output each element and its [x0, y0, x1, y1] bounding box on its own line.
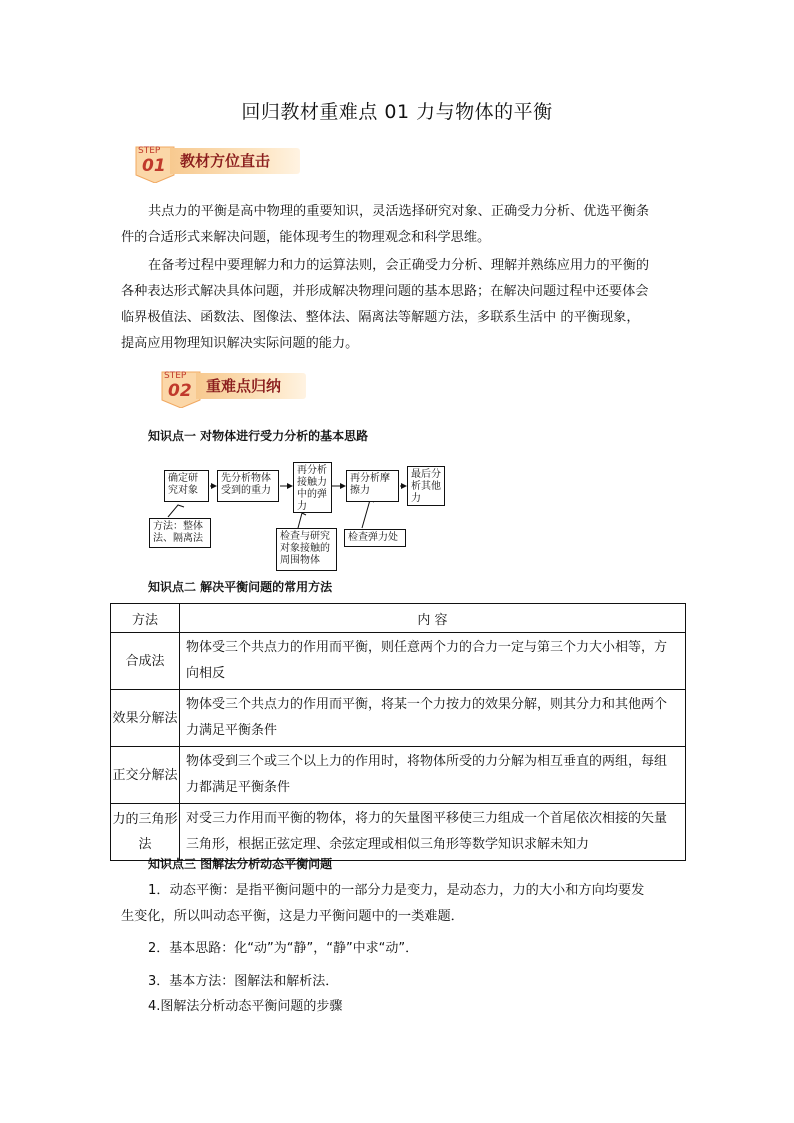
method-cell: 合成法: [111, 633, 180, 690]
section-heading: 教材方位直击: [180, 152, 271, 170]
table-row: [111, 804, 686, 861]
knowledge-point-1-title: 知识点一 对物体进行受力分析的基本思路: [148, 429, 369, 443]
table-row: [111, 633, 686, 690]
flow-note-check-elastic: 检查弹力处: [344, 529, 406, 547]
flow-box-gravity: 先分析物体受到的重力: [217, 470, 279, 502]
step-number: 01: [142, 156, 166, 176]
kp3-item-1: [121, 878, 681, 930]
step-02-header: [158, 368, 338, 412]
content-cell: 对受三力作用而平衡的物体，将力的矢量图平移使三力组成一个首尾依次相接的矢量三角形，根据正弦定理、余弦定理或相似三角形等数学知识求解未知力: [180, 804, 686, 861]
knowledge-point-2-title: 知识点二 解决平衡问题的常用方法: [148, 580, 333, 594]
text-line: 在备考过程中要理解力和力的运算法则，会正确受力分析、理解并熟练应用力的平衡的: [148, 258, 650, 273]
flow-box-friction: 再分析摩擦力: [346, 470, 399, 502]
section-heading: 重难点归纳: [206, 377, 282, 395]
knowledge-point-3-title: 知识点三 图解法分析动态平衡问题: [148, 857, 333, 871]
kp3-item-4: 4.图解法分析动态平衡问题的步骤: [148, 999, 343, 1014]
flow-note-check-contacts: 检查与研究对象接触的周围物体: [276, 528, 337, 571]
text-line: 件的合适形式来解决问题，能体现考生的物理观念和科学思维。: [121, 230, 491, 245]
kp3-item-2: 2．基本思路：化“动”为“静”，“静”中求“动”．: [148, 941, 419, 956]
text-line: 1．动态平衡：是指平衡问题中的一部分力是变力，是动态力，力的大小和方向均要发: [148, 883, 645, 898]
flow-box-elastic-force: 再分析接触力中的弹力: [293, 462, 332, 513]
page-title: 回归教材重难点 01 力与物体的平衡: [241, 101, 553, 123]
content-cell: 物体受三个共点力的作用而平衡，将某一个力按力的效果分解，则其分力和其他两个力满足平衡条件: [180, 690, 686, 747]
intro-paragraph-1: [121, 199, 681, 251]
text-line: 生变化，所以叫动态平衡，这是力平衡问题中的一类难题．: [121, 909, 464, 924]
table-row: [111, 747, 686, 804]
kp3-item-3: 3．基本方法：图解法和解析法．: [148, 974, 339, 989]
content-cell: 物体受三个共点力的作用而平衡，则任意两个力的合力一定与第三个力大小相等，方向相反: [180, 633, 686, 690]
text-line: 提高应用物理知识解决实际问题的能力。: [121, 336, 359, 351]
text-line: 各种表达形式解决具体问题，并形成解决物理问题的基本思路；在解决问题过程中还要体会: [121, 284, 649, 299]
flow-box-other-forces: 最后分析其他力: [407, 466, 445, 506]
step-label: STEP: [138, 146, 161, 156]
flow-box-determine-object: 确定研究对象: [164, 470, 209, 502]
intro-paragraph-2: [121, 253, 681, 357]
step-01-header: [132, 143, 312, 187]
table-header: 内 容: [180, 604, 686, 633]
table-row: [111, 690, 686, 747]
method-cell: 力的三角形法: [111, 804, 180, 861]
method-cell: 正交分解法: [111, 747, 180, 804]
flow-note-method: 方法：整体法、隔离法: [149, 518, 211, 548]
content-cell: 物体受到三个或三个以上力的作用时，将物体所受的力分解为相互垂直的两组，每组力都满足平衡条件: [180, 747, 686, 804]
step-label: STEP: [164, 371, 187, 381]
step-number: 02: [168, 381, 192, 401]
text-line: 临界极值法、函数法、图像法、整体法、隔离法等解题方法，多联系生活中 的平衡现象，: [121, 310, 640, 325]
table-header: 方法: [111, 604, 180, 633]
methods-table: [110, 603, 686, 861]
text-line: 共点力的平衡是高中物理的重要知识，灵活选择研究对象、正确受力分析、优选平衡条: [148, 204, 650, 219]
table-header-row: [111, 604, 686, 633]
method-cell: 效果分解法: [111, 690, 180, 747]
